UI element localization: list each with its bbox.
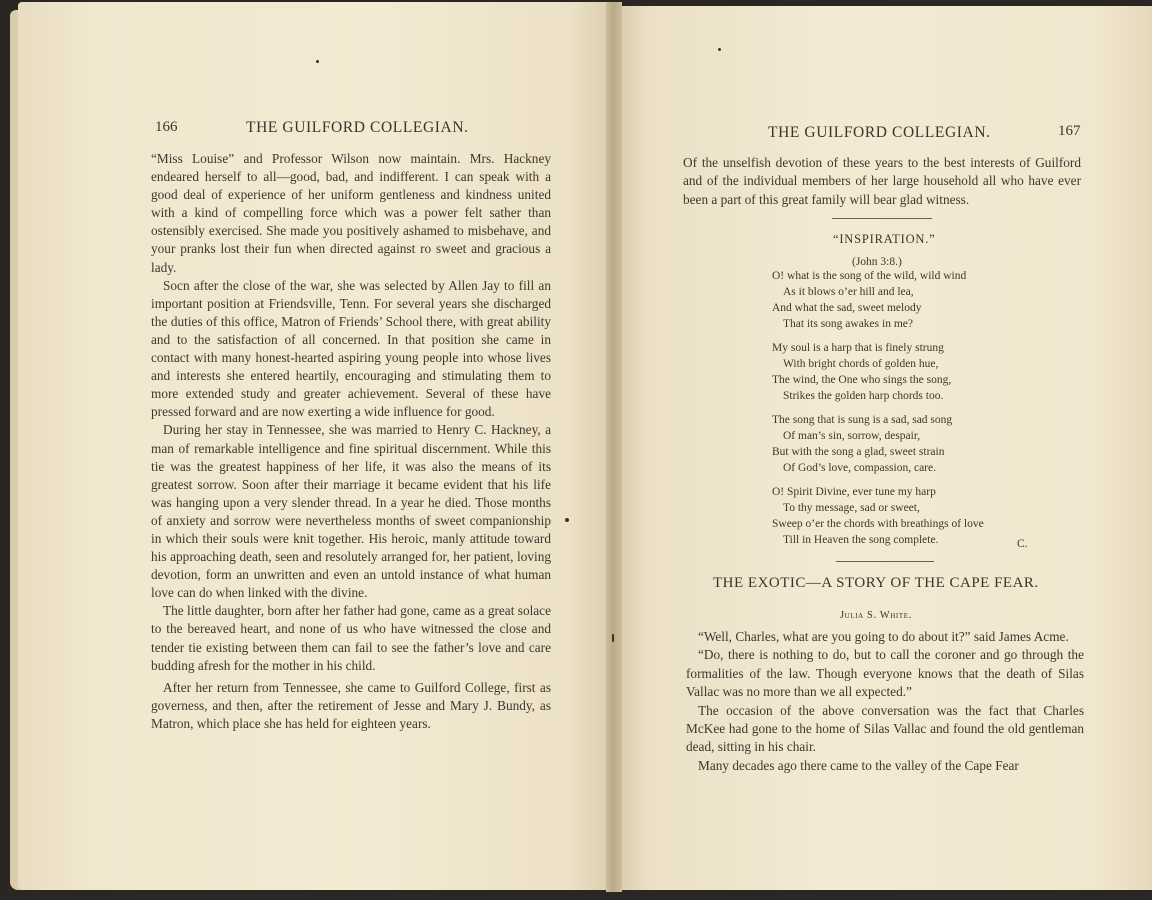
- left-page-body: [151, 150, 551, 733]
- paragraph: Socn after the close of the war, she was selected by Allen Jay to fill an important position at Friendsville, Tenn. For several years she discharged the duties of this office, Matron of Friends’ School there, with great ability and to the satisfaction of all concerned. In that position she came in contact with many honest-hearted aspiring young people into whose lives and interests she entered heartily, encouraging and stimulating them to more extended study and greater achievement. Several of these have pressed forward and are now exerting a wide influence for good.: [151, 277, 551, 420]
- poem-line: Till in Heaven the song complete.: [783, 534, 939, 546]
- story-author: Julia S. White.: [840, 610, 912, 621]
- paragraph: “Miss Louise” and Professor Wilson now maintain. Mrs. Hackney endeared herself to all—good, bad, and indifferent. I can speak with a good deal of experience of her uniform gentleness and kindness united with a kind of compelling force which was a power felt sather than ostensibly exercised. She made you positively ashamed to misbehave, and your pranks lost their fun when directed against ro sweet and gracious a lady.: [151, 151, 551, 275]
- paper-speck: [718, 48, 721, 51]
- poem-line: My soul is a harp that is finely strung: [772, 342, 944, 354]
- story-title: THE EXOTIC—A STORY OF THE CAPE FEAR.: [713, 575, 1039, 591]
- poem-line: Of God’s love, compassion, care.: [783, 462, 936, 474]
- poem-line: O! what is the song of the wild, wild wind: [772, 270, 967, 282]
- poem-line: Sweep o’er the chords with breathings of love: [772, 518, 984, 530]
- poem-stanza: [772, 268, 1032, 332]
- paper-speck: [612, 634, 614, 642]
- running-head-left: THE GUILFORD COLLEGIAN.: [246, 119, 469, 136]
- poem-line: As it blows o’er hill and lea,: [783, 286, 914, 298]
- paragraph: “Well, Charles, what are you going to do about it?” said James Acme.: [698, 629, 1069, 644]
- page-number-left: 166: [155, 119, 178, 135]
- paragraph: During her stay in Tennessee, she was married to Henry C. Hackney, a man of remarkable intelligence and fine spiritual discernment. While this tie was the greatest happiness of her life, it was also the means of its greatest sorrow. Soon after their marriage it became evident that his life was hanging upon a very slender thread. In a year he died. Those months of anxiety and sorrow were nevertheless months of sweet companionship in which their souls were knit together. His heroic, manly attitude toward his approaching death, seen and resolutely arranged for, her patient, loving devotion, form an unwritten and even an untold instance of what human love can do when linked with the divine.: [151, 422, 551, 601]
- poem-line: O! Spirit Divine, ever tune my harp: [772, 486, 936, 498]
- opening-paragraph: [683, 154, 1081, 209]
- poem-line: Strikes the golden harp chords too.: [783, 390, 944, 402]
- poem-stanza: [772, 484, 1032, 548]
- story-body: [686, 628, 1084, 775]
- paragraph: The little daughter, born after her father had gone, came as a great solace to the bereaved heart, and none of us who have witnessed the close and tender tie existing between them can fail to see the father’s love and care budding afresh for the mother in his child.: [151, 603, 551, 673]
- poem-line: But with the song a glad, sweet strain: [772, 446, 945, 458]
- paragraph: The occasion of the above conversation was the fact that Charles McKee had gone to the home of Silas Vallac and found the old gentleman dead, sitting in his chair.: [686, 702, 1084, 755]
- paper-speck: [316, 60, 319, 63]
- page-number-right: 167: [1058, 123, 1081, 139]
- section-divider: [836, 561, 934, 562]
- poem-line: And what the sad, sweet melody: [772, 302, 922, 314]
- paragraph: Of the unselfish devotion of these years to the best interests of Guilford and of the individual members of her large household all who have ever been a part of this great family will bear glad witness.: [683, 155, 1081, 207]
- paragraph: “Do, there is nothing to do, but to call the coroner and go through the formalities of the law. Though everyone knows that the death of Silas Vallac was no more than we all expected.”: [686, 647, 1084, 700]
- poem-line: That its song awakes in me?: [783, 318, 913, 330]
- poem-line: Of man’s sin, sorrow, despair,: [783, 430, 921, 442]
- book-gutter: [606, 2, 622, 892]
- poem-line: The wind, the One who sings the song,: [772, 374, 952, 386]
- paragraph: Many decades ago there came to the valley of the Cape Fear: [698, 757, 1019, 773]
- poem-title: “INSPIRATION.”: [833, 232, 936, 246]
- paragraph: After her return from Tennessee, she came to Guilford College, first as governess, and then, after the retirement of Jesse and Mary J. Bundy, as Matron, which place she has held for eighteen years.: [151, 679, 551, 731]
- poem-line: The song that is sung is a sad, sad song: [772, 414, 953, 426]
- poem-reference: (John 3:8.): [852, 256, 902, 268]
- poem-stanza: [772, 412, 1032, 476]
- poem-line: With bright chords of golden hue,: [783, 358, 939, 370]
- poem-line: To thy message, sad or sweet,: [783, 502, 920, 514]
- running-head-right: THE GUILFORD COLLEGIAN.: [768, 124, 991, 141]
- section-divider: [832, 218, 932, 219]
- poem-body: [772, 268, 1032, 556]
- poem-signature: C.: [1017, 538, 1028, 550]
- paper-speck: [565, 518, 569, 522]
- poem-stanza: [772, 340, 1032, 404]
